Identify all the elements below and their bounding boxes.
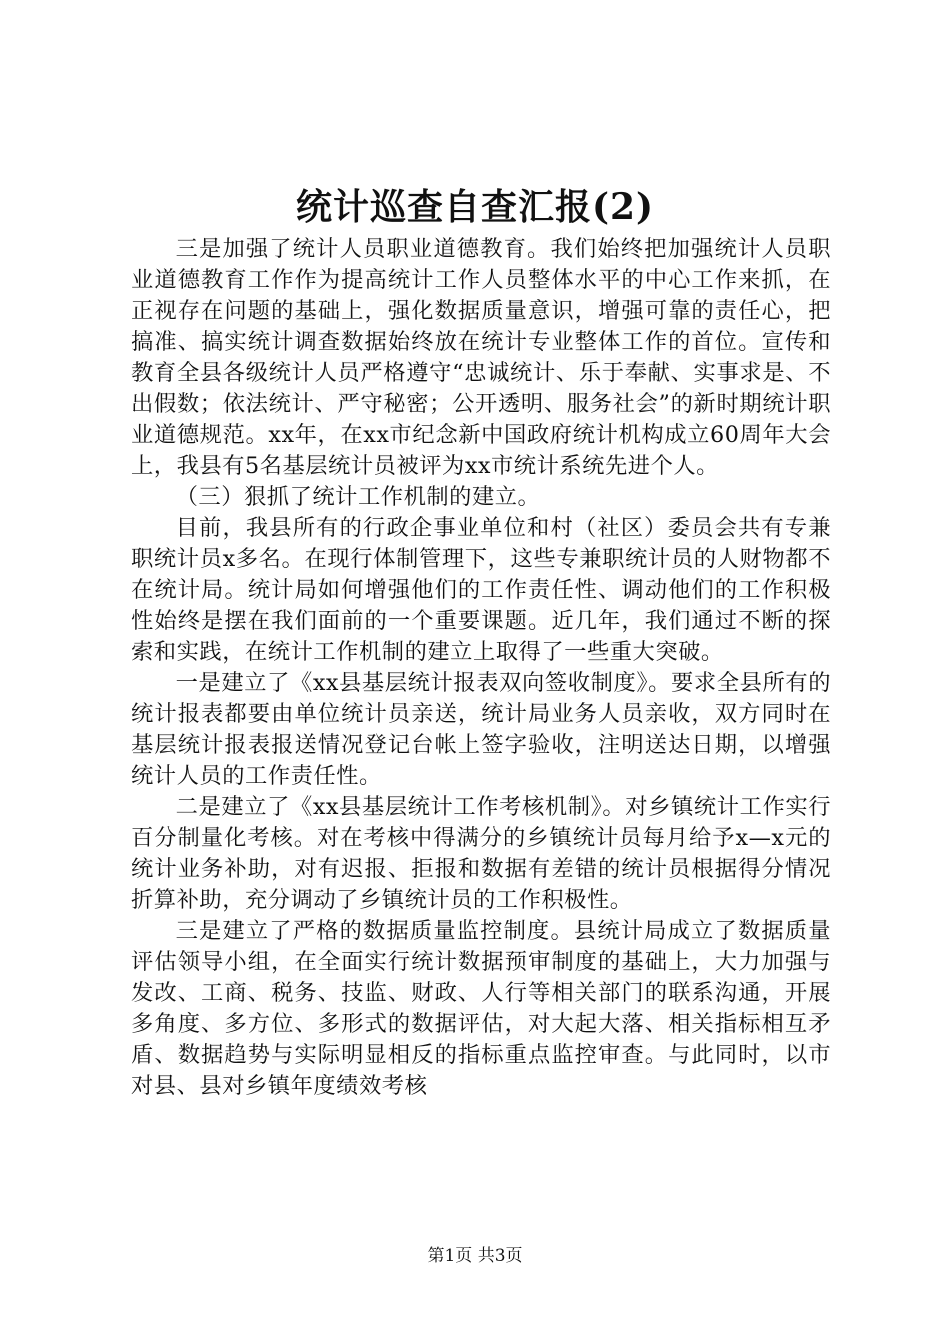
paragraph-data-quality-monitoring: 三是建立了严格的数据质量监控制度。县统计局成立了数据质量评估领导小组，在全面实行统计数据预审制度的基础上，大力加强与发改、工商、税务、技监、财政、人行等相关部门的联系沟通，开展多角度、多方位、多形式的数据评估，对大起大落、相关指标相互矛盾、数据趋势与实际明显相反的指标重点监控审查。与此同时，以市对县、县对乡镇年度绩效考核 xyxy=(131,918,831,1099)
paragraph-assessment-mechanism: 二是建立了《xx县基层统计工作考核机制》。对乡镇统计工作实行百分制量化考核。对在考核中得满分的乡镇统计员每月给予x—x元的统计业务补助，对有迟报、拒报和数据有差错的统计员根据得分情况折算补助，充分调动了乡镇统计员的工作积极性。 xyxy=(131,794,831,913)
paragraph-professional-ethics: 三是加强了统计人员职业道德教育。我们始终把加强统计人员职业道德教育工作作为提高统计工作人员整体水平的中心工作来抓，在正视存在问题的基础上，强化数据质量意识，增强可靠的责任心，把搞准、搞实统计调查数据始终放在统计专业整体工作的首位。宣传和教育全县各级统计人员严格遵守“忠诚统计、乐于奉献、实事求是、不出假数；依法统计、严守秘密；公开透明、服务社会”的新时期统计职业道德规范。xx年，在xx市纪念新中国政府统计机构成立60周年大会上，我县有5名基层统计员被评为xx市统计系统先进个人。 xyxy=(131,236,831,479)
document-title: 统计巡查自查汇报(2) xyxy=(295,186,655,228)
page-number-footer: 第1页 共3页 xyxy=(427,1246,523,1266)
section-heading-mechanism: （三）狠抓了统计工作机制的建立。 xyxy=(175,484,541,510)
paragraph-dual-signoff-system: 一是建立了《xx县基层统计报表双向签收制度》。要求全县所有的统计报表都要由单位统计员亲送，统计局业务人员亲收，双方同时在基层统计报表报送情况登记台帐上签字验收，注明送达日期，以增强统计人员的工作责任性。 xyxy=(131,670,831,789)
paragraph-current-situation: 目前，我县所有的行政企事业单位和村（社区）委员会共有专兼职统计员x多名。在现行体制管理下，这些专兼职统计员的人财物都不在统计局。统计局如何增强他们的工作责任性、调动他们的工作积极性始终是摆在我们面前的一个重要课题。近几年，我们通过不断的探索和实践，在统计工作机制的建立上取得了一些重大突破。 xyxy=(131,515,831,665)
document-body xyxy=(131,234,831,1102)
